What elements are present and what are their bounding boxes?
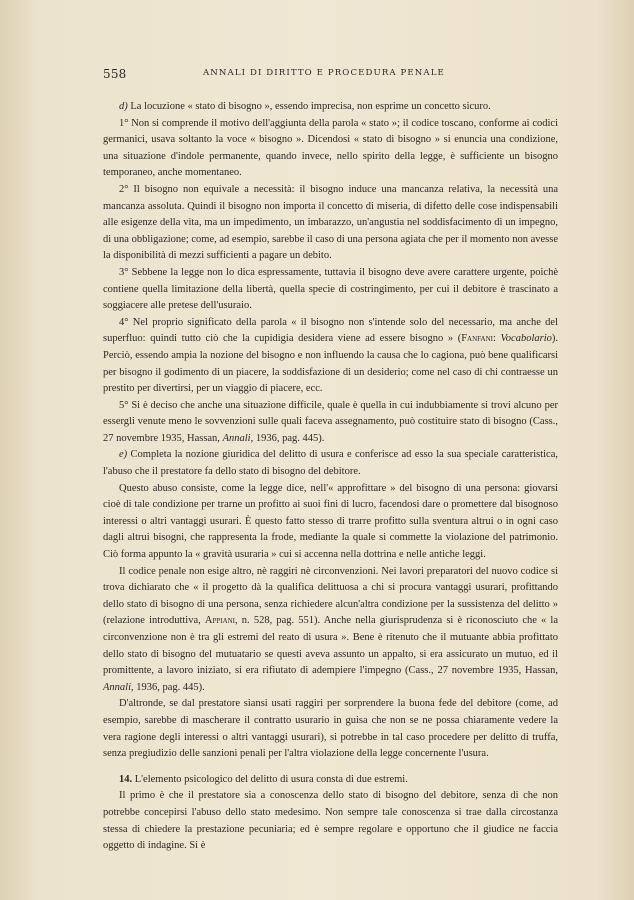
paragraph-text: 3° Sebbene la legge non lo dica espressamente, tuttavia il bisogno deve avere carattere urgente, poichè contiene quella limitazione della libertà, quella specie di costringimento, per cui il debitore è trascinato a soggiacere alle pretese dell'usuraio. (103, 266, 558, 312)
paragraph-text: , n. 528, pag. 551). Anche nella giurisprudenza si è riconosciuto che « la circonvenzione non è tra gli estremi del reato di usura ». Bene è ritenuto che il mutuante abbia profittato dello stato di bisogno del mutuatario se questi aveva assunto un appalto, si era assicurato un mutuo, ed il promittente, a lavoro iniziato, si era rifiutato di adempiere l'impegno (Cass., 27 novembre 1935, Hassan, (103, 615, 558, 677)
running-head: ANNALI DI DIRITTO E PROCEDURA PENALE (203, 68, 445, 78)
paragraph (103, 182, 558, 265)
paragraph-text: L'elemento psicologico del delitto di usura consta di due estremi. (132, 773, 408, 785)
paragraph (103, 564, 558, 697)
paragraph-text: , 1936, pag. 445). (131, 681, 205, 693)
paragraph (103, 116, 558, 182)
paragraph-text: , 1936, pag. 445). (250, 432, 325, 444)
paragraph (103, 447, 558, 480)
paragraph-text: 4° Nel proprio significato della parola « il bisogno non s'intende solo del necessario, ma anche del superfluo: quindi tutto ciò che la cupidigia desidera viene ad essere bisogno » ( (103, 316, 558, 345)
paragraph (103, 265, 558, 315)
paragraph-text: ). Perciò, essendo ampia la nozione del bisogno e non influendo la causa che lo cagiona, può bene qualificarsi per bisogno il godimento di un piacere, la soddisfazione di un desiderio; come nel caso di chi contraesse un prestito per divertirsi, per un viaggio di piacere, ecc. (103, 333, 558, 395)
body-text (103, 99, 558, 855)
paragraph (103, 398, 558, 448)
cited-author: Appiani (204, 615, 236, 627)
paragraph-text: Il codice penale non esige altro, nè raggiri nè circonvenzioni. Nei lavori preparatori del nuovo codice si trova dichiarato che « il progetto dà la qualifica delittuosa a chi si procura vantaggi usurari, profittando dello stato di bisogno di una persona, senza richiedere alcun'altra condizione per la sussistenza del delitto » (relazione introduttiva, (103, 565, 558, 627)
paragraph-text: La locuzione « stato di bisogno », essendo imprecisa, non esprime un concetto sicuro. (127, 101, 491, 112)
paragraph (103, 315, 558, 398)
paragraph-text: Completa la nozione giuridica del delitto di usura e conferisce ad esso la sua speciale caratteristica, l'abuso che il prestatore fa dello stato di bisogno del debitore. (103, 449, 558, 478)
cited-author: Fanfani (461, 333, 493, 345)
paragraph-text: Questo abuso consiste, come la legge dice, nell'« approfittare » del bisogno di una persona: giovarsi cioè di tale condizione per trarne un profitto ai suoi fini di lucro, facendosi dare o promettere dal bisognoso interessi o altri vantaggi usurari. È questo fatto stesso di trarre profitto sulla sventura altrui o in ogni caso dagli altrui bisogni, che rappresenta la frode, mediante la quale si commette la violazione del patrimonio. Ciò forma appunto la « gravità usuraria » cui si accenna nella dottrina e nelle antiche leggi. (103, 482, 558, 561)
paragraph-text: 5° Si è deciso che anche una situazione difficile, quale è quella in cui indubbiamente si trovi alcuno per essergli venute meno le sovvenzioni sulle quali faceva assegnamento, può costituire stato di bisogno (Cass., 27 novembre 1935, Hassan, (103, 399, 558, 444)
page-header (103, 67, 534, 83)
section-paragraph (103, 772, 558, 789)
paragraph-text: 2° Il bisogno non equivale a necessità: il bisogno induce una mancanza relativa, la necessità una mancanza assoluta. Quindi il bisogno non importa il concetto di miseria, di difetto delle cose indispensabili alle esigenze della vita, ma un impedimento, un imbarazzo, un'angustia nel soddisfacimento di un impegno, di una obbligazione; come, ad esempio, sarebbe il caso di una persona agiata che per il momento non avesse la disponibilità di mezzi sufficienti a pagare un debito. (103, 183, 558, 262)
paragraph (103, 481, 558, 564)
cited-journal: Annali (222, 432, 251, 444)
page-number: 558 (103, 67, 127, 81)
paragraph (103, 696, 558, 762)
paragraph-text: D'altronde, se dal prestatore siansi usati raggiri per sorprendere la buona fede del debitore (come, ad esempio, sarebbe di mascherare il contratto usurario in guisa che non se ne possa chiaramente vedere la vera ragione degli interessi o altri vantaggi usurari), si potrebbe in tal caso procedere per delitto di truffa, senza pregiudizio delle sanzioni penali per l'altra violazione della legge concernente l'usura. (103, 698, 558, 760)
item-label: e) (119, 449, 128, 461)
cited-work: Vocabolario (500, 333, 552, 345)
item-label: d) (119, 101, 128, 112)
cited-journal: Annali (103, 681, 131, 693)
paragraph-text: Il primo è che il prestatore sia a conoscenza dello stato di bisogno del debitore, senza di che non potrebbe concepirsi l'abuso dello stato medesimo. Non sempre tale conoscenza si trae dalla circostanza stessa di chiedere la prestazione pecuniaria; ed è sempre regolare e opportuno che il giudice ne faccia oggetto di indagine. Si è (103, 790, 558, 852)
paragraph (103, 99, 558, 116)
paragraph (103, 788, 558, 854)
citation-separator: : (492, 333, 501, 345)
section-number: 14. (119, 773, 133, 785)
paragraph-text: 1° Non si comprende il motivo dell'aggiunta della parola « stato »; il codice toscano, conforme ai codici germanici, usava soltanto la voce « bisogno ». Dicendosi « stato di bisogno » si enuncia una condizione, una situazione d'indole permanente, quando invece, nello spirito della legge, è sufficiente un bisogno temporaneo, anche momentaneo. (103, 117, 558, 179)
